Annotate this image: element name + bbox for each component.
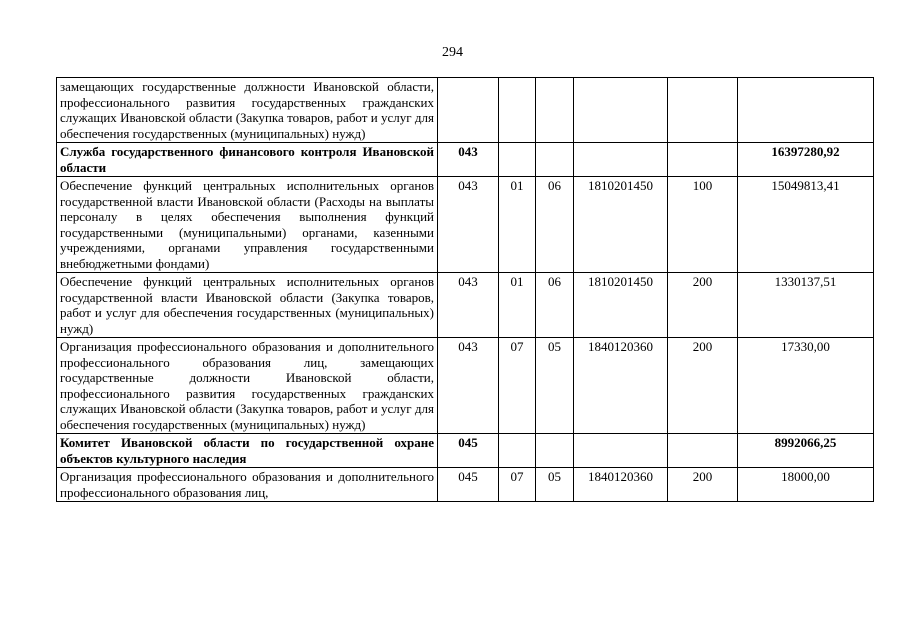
- ministry-code: 043: [438, 273, 499, 338]
- ministry-code: [438, 78, 499, 143]
- amount: 16397280,92: [738, 143, 874, 177]
- subsection-code: [536, 143, 574, 177]
- table-row: [57, 338, 874, 434]
- amount: [738, 78, 874, 143]
- ministry-code: 045: [438, 468, 499, 502]
- ministry-code: 043: [438, 338, 499, 434]
- ministry-code: 043: [438, 177, 499, 273]
- subsection-code: 06: [536, 177, 574, 273]
- target-code: [574, 78, 668, 143]
- section-code: [499, 143, 536, 177]
- table-row: [57, 177, 874, 273]
- amount: 18000,00: [738, 468, 874, 502]
- section-code: 01: [499, 273, 536, 338]
- item-name: Комитет Ивановской области по государственной охране объектов культурного наследия: [57, 434, 438, 468]
- table-row: [57, 273, 874, 338]
- budget-table: [56, 77, 874, 502]
- expense-type-code: [668, 434, 738, 468]
- item-name: замещающих государственные должности Ивановской области, профессионального развития государственных гражданских служащих Ивановской области (Закупка товаров, работ и услуг для обеспечения государственных (муниципальных) нужд): [57, 78, 438, 143]
- department-row: [57, 434, 874, 468]
- item-name: Организация профессионального образования и дополнительного профессионального образования лиц, замещающих государственные должности Ивановской области, профессионального развития государственных гражданских служащих Ивановской области (Закупка товаров, работ и услуг для обеспечения государственных (муниципальных) нужд): [57, 338, 438, 434]
- expense-type-code: [668, 78, 738, 143]
- amount: 1330137,51: [738, 273, 874, 338]
- item-name: Обеспечение функций центральных исполнительных органов государственной власти Ивановской области (Расходы на выплаты персоналу в целях обеспечения выполнения функций государственными (муниципальными) органами, казенными учреждениями, органами управления государственными внебюджетными фондами): [57, 177, 438, 273]
- expense-type-code: [668, 143, 738, 177]
- target-code: 1840120360: [574, 468, 668, 502]
- subsection-code: 05: [536, 338, 574, 434]
- item-name: Служба государственного финансового контроля Ивановской области: [57, 143, 438, 177]
- amount: 17330,00: [738, 338, 874, 434]
- amount: 8992066,25: [738, 434, 874, 468]
- budget-table-body: [57, 78, 874, 502]
- item-name: Организация профессионального образования и дополнительного профессионального образования лиц,: [57, 468, 438, 502]
- target-code: 1810201450: [574, 177, 668, 273]
- subsection-code: 05: [536, 468, 574, 502]
- page-number: 294: [442, 45, 463, 60]
- subsection-code: [536, 434, 574, 468]
- expense-type-code: 200: [668, 273, 738, 338]
- target-code: 1840120360: [574, 338, 668, 434]
- target-code: 1810201450: [574, 273, 668, 338]
- ministry-code: 045: [438, 434, 499, 468]
- section-code: 07: [499, 468, 536, 502]
- expense-type-code: 100: [668, 177, 738, 273]
- expense-type-code: 200: [668, 338, 738, 434]
- section-code: 07: [499, 338, 536, 434]
- department-row: [57, 143, 874, 177]
- section-code: 01: [499, 177, 536, 273]
- amount: 15049813,41: [738, 177, 874, 273]
- section-code: [499, 78, 536, 143]
- target-code: [574, 143, 668, 177]
- subsection-code: [536, 78, 574, 143]
- table-row: [57, 78, 874, 143]
- item-name: Обеспечение функций центральных исполнительных органов государственной власти Ивановской области (Закупка товаров, работ и услуг для обеспечения государственных (муниципальных) нужд): [57, 273, 438, 338]
- ministry-code: 043: [438, 143, 499, 177]
- target-code: [574, 434, 668, 468]
- subsection-code: 06: [536, 273, 574, 338]
- table-row: [57, 468, 874, 502]
- expense-type-code: 200: [668, 468, 738, 502]
- section-code: [499, 434, 536, 468]
